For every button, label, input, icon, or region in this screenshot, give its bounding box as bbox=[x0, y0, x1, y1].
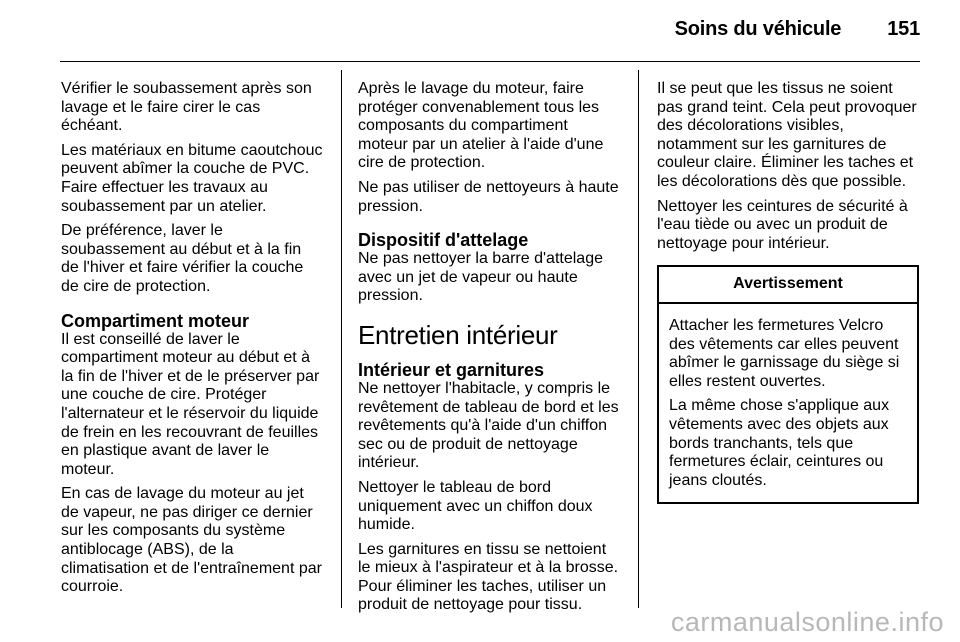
column-divider-2 bbox=[638, 70, 639, 608]
header-divider bbox=[60, 61, 920, 62]
warning-title: Avertissement bbox=[659, 267, 917, 304]
paragraph: Vérifier le soubassement après son lavage et le faire cirer le cas échéant. bbox=[61, 80, 312, 135]
warning-box bbox=[657, 265, 919, 504]
paragraph: Ne pas utiliser de nettoyeurs à haute pression. bbox=[358, 178, 619, 215]
paragraph: Ne pas nettoyer la barre d'attelage avec un jet de vapeur ou haute pression. bbox=[358, 250, 603, 305]
paragraph: En cas de lavage du moteur au jet de vapeur, ne pas diriger ce dernier sur les composants du système antiblocage (ABS), de la climatisation et de l'entraînement par courroie. bbox=[61, 485, 322, 596]
section-title: Soins du véhicule bbox=[674, 18, 842, 40]
warning-body bbox=[659, 304, 917, 502]
paragraph: Il est conseillé de laver le compartiment moteur au début et à la fin de l'hiver et de le préserver par une couche de cire. Protéger l'alternateur et le réservoir du liquide de frein en les recouvrant de feuilles en plastique avant de laver le moteur. bbox=[61, 330, 320, 478]
column-3 bbox=[657, 80, 919, 504]
warning-paragraph: La même chose s'applique aux vêtements avec des objets aux bords tranchants, tels que fermetures éclair, ceintures ou jeans cloutés. bbox=[669, 397, 890, 489]
warning-paragraph: Attacher les fermetures Velcro des vêtements car elles peuvent abîmer le garnissage du siège si elles restent ouvertes. bbox=[669, 316, 900, 390]
page-header bbox=[675, 18, 920, 41]
paragraph: Après le lavage du moteur, faire protéger convenablement tous les composants du compartiment moteur par un atelier à l'aide d'une cire de protection. bbox=[358, 80, 604, 172]
watermark: carmanualsonline.info bbox=[670, 607, 944, 637]
paragraph: De préférence, laver le soubassement au début et à la fin de l'hiver et faire vérifier la couche de cire de protection. bbox=[61, 222, 304, 295]
column-1 bbox=[61, 80, 323, 603]
page-number: 151 bbox=[887, 18, 920, 40]
heading-interior-care: Entretien intérieur bbox=[358, 319, 558, 350]
column-2 bbox=[358, 80, 620, 621]
heading-engine-compartment: Compartiment moteur bbox=[61, 310, 250, 331]
column-divider-1 bbox=[341, 70, 342, 608]
paragraph: Ne nettoyer l'habitacle, y compris le revêtement de tableau de bord et les revêtements qu'à l'aide d'un chiffon sec ou de produit de nettoyage intérieur. bbox=[358, 379, 619, 472]
heading-towing-device: Dispositif d'attelage bbox=[358, 230, 529, 251]
paragraph: Les garnitures en tissu se nettoient le mieux à l'aspirateur et à la brosse. Pour éliminer les taches, utiliser un produit de nettoyage pour tissu. bbox=[358, 540, 619, 614]
paragraph: Nettoyer les ceintures de sécurité à l'eau tiède ou avec un produit de nettoyage pour intérieur. bbox=[657, 197, 908, 252]
paragraph: Les matériaux en bitume caoutchouc peuvent abîmer la couche de PVC. Faire effectuer les travaux au soubassement par un atelier. bbox=[61, 141, 323, 215]
paragraph: Nettoyer le tableau de bord uniquement avec un chiffon doux humide. bbox=[358, 478, 593, 534]
paragraph: Il se peut que les tissus ne soient pas grand teint. Cela peut provoquer des décolorations visibles, notamment sur les garnitures de couleur claire. Éliminer les taches et les décolorations dès que possible. bbox=[657, 80, 917, 190]
heading-interior-trim: Intérieur et garnitures bbox=[358, 359, 545, 380]
